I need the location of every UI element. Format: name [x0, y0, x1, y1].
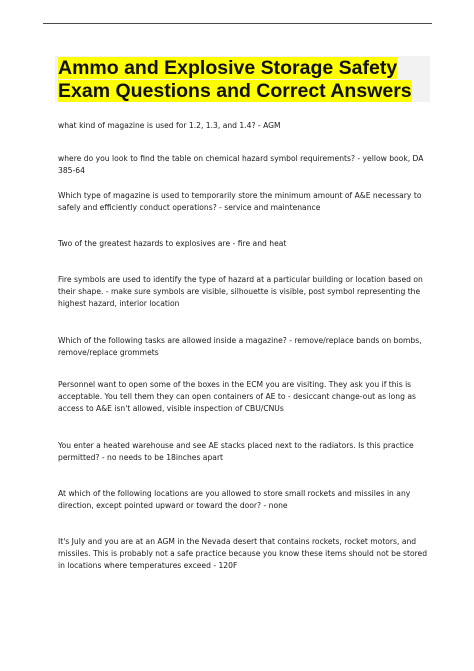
qa-item-1: what kind of magazine is used for 1.2, 1.3, and 1.4? - AGM — [58, 121, 281, 130]
document-title — [58, 57, 430, 103]
title-line-1: Ammo and Explosive Storage Safety — [58, 57, 398, 79]
qa-item-10: It's July and you are at an AGM in the Nevada desert that contains rockets, rocket motors, and missiles. This is probably not a safe practice because you know these items should not be stored in locations where temperatures exceed - 120F — [58, 537, 428, 570]
qa-item-4: Two of the greatest hazards to explosives are - fire and heat — [58, 239, 287, 248]
qa-item-8: You enter a heated warehouse and see AE stacks placed next to the radiators. Is this practice permitted? - no needs to be 18inches apart — [58, 441, 414, 462]
qa-item-3: Which type of magazine is used to temporarily store the minimum amount of A&E necessary to safely and efficiently conduct operations? - service and maintenance — [58, 191, 422, 212]
qa-item-7: Personnel want to open some of the boxes in the ECM you are visiting. They ask you if this is acceptable. You tell them they can open containers of AE to - desiccant change-out as long as access to A&E isn't allowed, visible inspection of CBU/CNUs — [58, 380, 416, 413]
top-divider — [43, 23, 432, 24]
qa-item-2: where do you look to find the table on chemical hazard symbol requirements? - yellow book, DA 385-64 — [58, 154, 424, 175]
title-line-2: Exam Questions and Correct Answers — [58, 80, 412, 102]
qa-item-5: Fire symbols are used to identify the type of hazard at a particular building or location based on their shape. - make sure symbols are visible, silhouette is visible, post symbol representing the highest hazard, interior location — [58, 275, 423, 308]
qa-item-6: Which of the following tasks are allowed inside a magazine? - remove/replace bands on bombs, remove/replace grommets — [58, 336, 422, 357]
qa-item-9: At which of the following locations are you allowed to store small rockets and missiles in any direction, except pointed upward or toward the door? - none — [58, 489, 411, 510]
